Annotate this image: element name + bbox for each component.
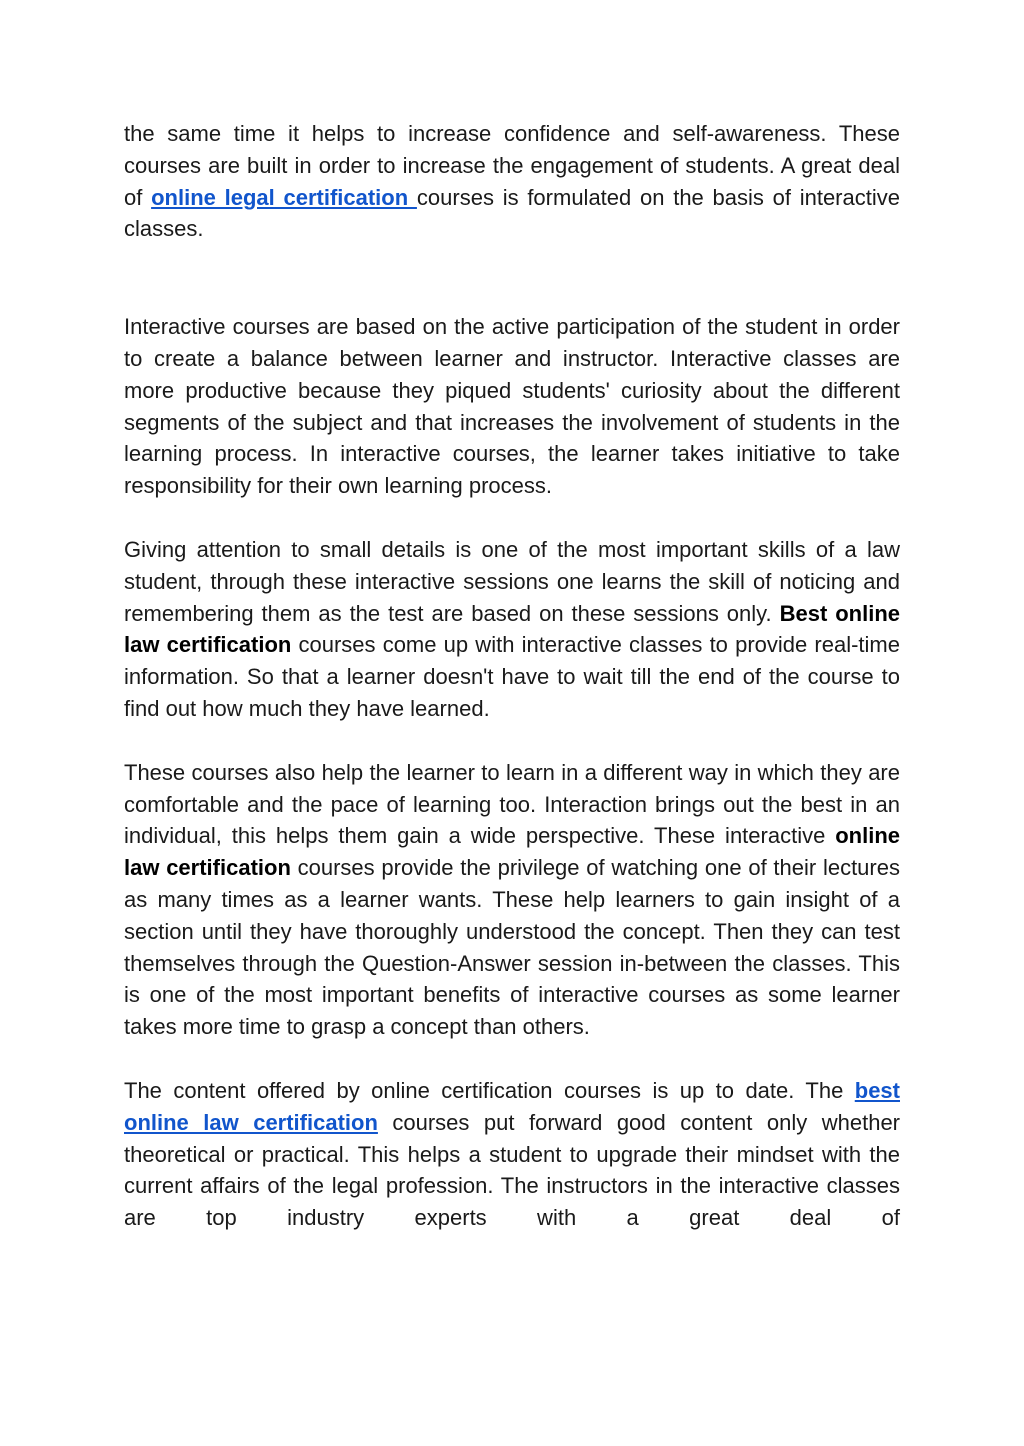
best-online-law-certification-link[interactable]: best online law certification bbox=[124, 1077, 900, 1135]
paragraph-4-text-b: courses provide the privilege of watching one of their lectures as many times as a learner wants. These help learners to gain insight of a section until they have thoroughly understood the concept. Then they can test themselves through the Question-Answer session in-between the classes. This is one of the most important benefits of interactive courses as some learner takes more time to grasp a concept than others. bbox=[124, 855, 900, 1040]
paragraph-spacer bbox=[124, 245, 900, 311]
paragraph-3 bbox=[124, 534, 900, 725]
paragraph-3-text-b: courses come up with interactive classes to provide real-time information. So that a learner doesn't have to wait till the end of the course to find out how much they have learned. bbox=[124, 632, 900, 721]
paragraph-4 bbox=[124, 757, 900, 1043]
paragraph-3-text-a: Giving attention to small details is one of the most important skills of a law student, through these interactive sessions one learns the skill of noticing and remembering them as the test are based on these sessions only. bbox=[124, 536, 900, 626]
paragraph-2 bbox=[124, 311, 900, 502]
online-law-certification-bold: online law certification bbox=[124, 823, 900, 881]
paragraph-spacer bbox=[124, 725, 900, 757]
paragraph-5-text-b: courses put forward good content only whether theoretical or practical. This helps a student to upgrade their mindset with the current affairs of the legal profession. The instructors in the interactive classes are top industry experts with a great deal of bbox=[124, 1109, 901, 1231]
paragraph-1-text-a: the same time it helps to increase confidence and self-awareness. These courses are built in order to increase the engagement of students. A great deal of bbox=[124, 121, 900, 210]
paragraph-4-text-a: These courses also help the learner to learn in a different way in which they are comfortable and the pace of learning too. Interaction brings out the best in an individual, this helps them gain a wide perspective. These interactive bbox=[124, 759, 900, 849]
paragraph-1-text-b: courses is formulated on the basis of interactive classes. bbox=[124, 184, 900, 242]
best-online-law-certification-bold: Best online law certification bbox=[124, 600, 900, 658]
paragraph-spacer bbox=[124, 502, 900, 534]
paragraph-5-text-a: The content offered by online certification courses is up to date. The bbox=[124, 1077, 855, 1103]
paragraph-5 bbox=[124, 1075, 900, 1234]
paragraph-1 bbox=[124, 118, 900, 245]
document-page bbox=[124, 118, 900, 1234]
paragraph-spacer bbox=[124, 1043, 900, 1075]
online-legal-certification-link[interactable]: online legal certification bbox=[151, 184, 417, 210]
paragraph-2-text: Interactive courses are based on the active participation of the student in order to create a balance between learner and instructor. Interactive classes are more productive because they piqued students' curiosity about the different segments of the subject and that increases the involvement of students in the learning process. In interactive courses, the learner takes initiative to take responsibility for their own learning process. bbox=[124, 314, 900, 499]
